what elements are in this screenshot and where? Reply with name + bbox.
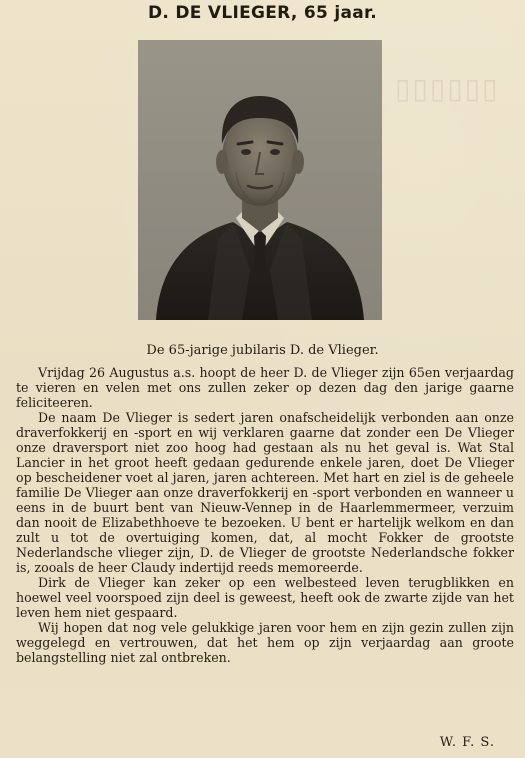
article-paragraph: De naam De Vlieger is sedert jaren onafscheidelijk verbonden aan onze draverfokkerij en -sport en wij verklaren gaarne dat zonder een De Vlieger onze draversport niet zoo hoog had gestaan als nu het geval is. Wat Stal Lancier in het groot heeft gedaan gedurende enkele jaren, doet De Vlieger op bescheidener voet al jaren, jaren achtereen. Met hart en ziel is de geheele familie De Vlieger aan onze draverfokkerij en -sport verbonden en wanneer u eens in de buurt bent van Nieuw-Vennep in de Haarlemmermeer, verzuim dan nooit de Elizabethhoeve te bezoeken. U bent er hartelijk welkom en dan zult u tot de overtuiging komen, dat, al mocht Fokker de grootste Nederlandsche vlieger zijn, D. de Vlieger de grootste Nederlandsche fokker is, zooals de heer Claudy indertijd reeds memoreerde. [16, 410, 514, 575]
headline: D. DE VLIEGER, 65 jaar. [147, 3, 378, 23]
article-paragraph: Wij hopen dat nog vele gelukkige jaren voor hem en zijn gezin zullen zijn weggelegd en vertrouwen, dat het hem op zijn verjaardag aan groote belangstelling niet zal ontbreken. [16, 620, 514, 665]
bleed-through-decoration: ▯▯▯▯▯▯ [395, 72, 500, 105]
author-signature: W. F. S. [439, 735, 495, 750]
portrait-illustration [138, 40, 382, 320]
portrait-photo [138, 40, 382, 320]
article-body [16, 365, 514, 665]
article-paragraph: Dirk de Vlieger kan zeker op een welbesteed leven terugblikken en hoewel veel voorspoed zijn deel is geweest, heeft ook de zwarte zijde van het leven hem niet gespaard. [16, 575, 514, 620]
article-paragraph: Vrijdag 26 Augustus a.s. hoopt de heer D. de Vlieger zijn 65en verjaardag te vieren en velen met ons zullen zeker op dezen dag den jarige gaarne feliciteeren. [16, 365, 514, 410]
photo-caption: De 65-jarige jubilaris D. de Vlieger. [146, 343, 379, 358]
